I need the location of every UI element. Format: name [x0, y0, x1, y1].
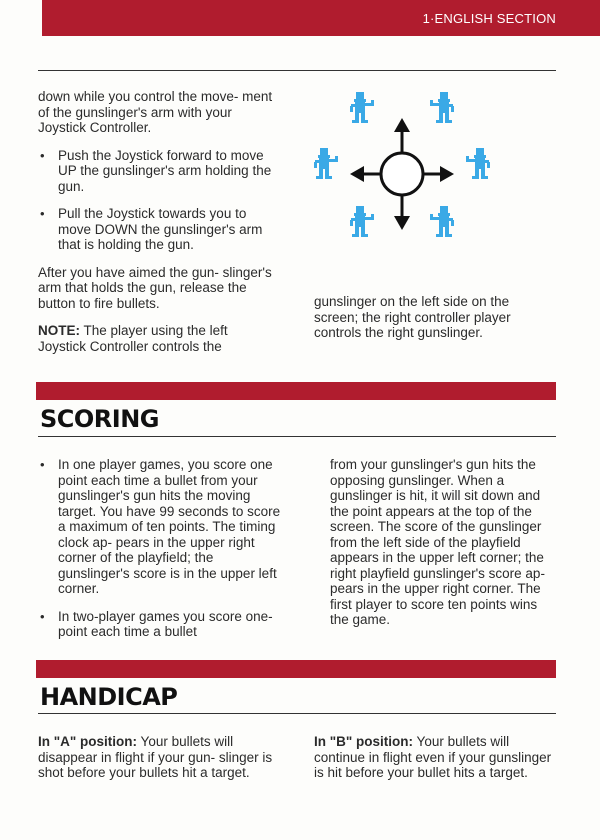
section-label: 1·ENGLISH SECTION	[422, 11, 556, 26]
bullet-joystick-forward: • Push the Joystick forward to move UP the gunslinger's arm holding the gun.	[38, 148, 274, 195]
handicap-rule	[38, 713, 556, 714]
note-paragraph	[38, 323, 274, 354]
scoring-left-column	[38, 457, 284, 652]
gunslinger-icon	[350, 92, 374, 123]
intro-paragraph: down while you control the move- ment of the gunslinger's arm with your Joystick Controller.	[38, 89, 273, 135]
note-text: The player using the left Joystick Controller controls the	[38, 323, 228, 354]
arrow-up-icon	[394, 118, 410, 153]
gunslinger-icon	[430, 92, 454, 123]
handicap-a-label: In "A" position:	[38, 734, 138, 749]
note-label: NOTE:	[38, 323, 80, 338]
handicap-a-column	[38, 734, 274, 781]
handicap-b-paragraph	[314, 734, 554, 781]
handicap-divider-bar	[36, 660, 556, 678]
handicap-a-paragraph	[38, 734, 274, 781]
scoring-right-paragraph: from your gunslinger's gun hits the opposing gunslinger. When a gunslinger is hit, it will sit down and the point appears at the top of the screen. The score of the gunslinger from the left side of the playfield appears in the upper left corner; the right playfield gunslinger's score ap- pears in the upper right corner. The first player to score ten points wins the game.	[330, 457, 545, 627]
handicap-heading: HANDICAP	[40, 683, 178, 711]
handicap-a-text: Your bullets will disappear in flight if your gun- slinger is shot before your bullets hit a target.	[38, 734, 273, 780]
gunslinger-icon	[350, 206, 374, 237]
gunslinger-icon	[314, 148, 338, 179]
joystick-circle	[381, 153, 423, 195]
arrow-left-icon	[350, 166, 381, 182]
intro-right-column	[314, 294, 554, 341]
arrow-down-icon	[394, 195, 410, 230]
handicap-b-label: In "B" position:	[314, 734, 414, 749]
scoring-bullet-one-player: • In one player games, you score one point each time a bullet from your gunslinger's gun hits the moving target. You have 99 seconds to score a maximum of ten points. The timing clock ap- pears in the upper right corner of the playfield; the gunslinger's score is in the upper left corner.	[38, 457, 284, 597]
gunslinger-icon	[430, 206, 454, 237]
fire-paragraph: After you have aimed the gun- slinger's arm that holds the gun, release the button to fire bullets.	[38, 264, 272, 311]
scoring-bullet-two-player: • In two-player games you score one-point each time a bullet	[38, 609, 284, 640]
scoring-heading: SCORING	[40, 405, 159, 433]
handicap-b-text: Your bullets will continue in flight even if your gunslinger is hit before your bullet hits a target.	[314, 734, 552, 780]
gunslinger-icon	[466, 148, 490, 179]
joystick-diagram	[312, 88, 492, 263]
header-bar	[42, 0, 600, 36]
top-rule	[38, 70, 556, 71]
scoring-right-column	[330, 457, 556, 628]
scoring-divider-bar	[36, 382, 556, 400]
bullet-joystick-back: • Pull the Joystick towards you to move DOWN the gunslinger's arm that is holding the gun.	[38, 206, 274, 253]
intro-right-paragraph: gunslinger on the left side on the screen; the right controller player controls the right gunslinger.	[314, 294, 511, 340]
handicap-b-column	[314, 734, 554, 781]
intro-left-column	[38, 89, 274, 354]
scoring-rule	[38, 436, 556, 437]
arrow-right-icon	[423, 166, 454, 182]
